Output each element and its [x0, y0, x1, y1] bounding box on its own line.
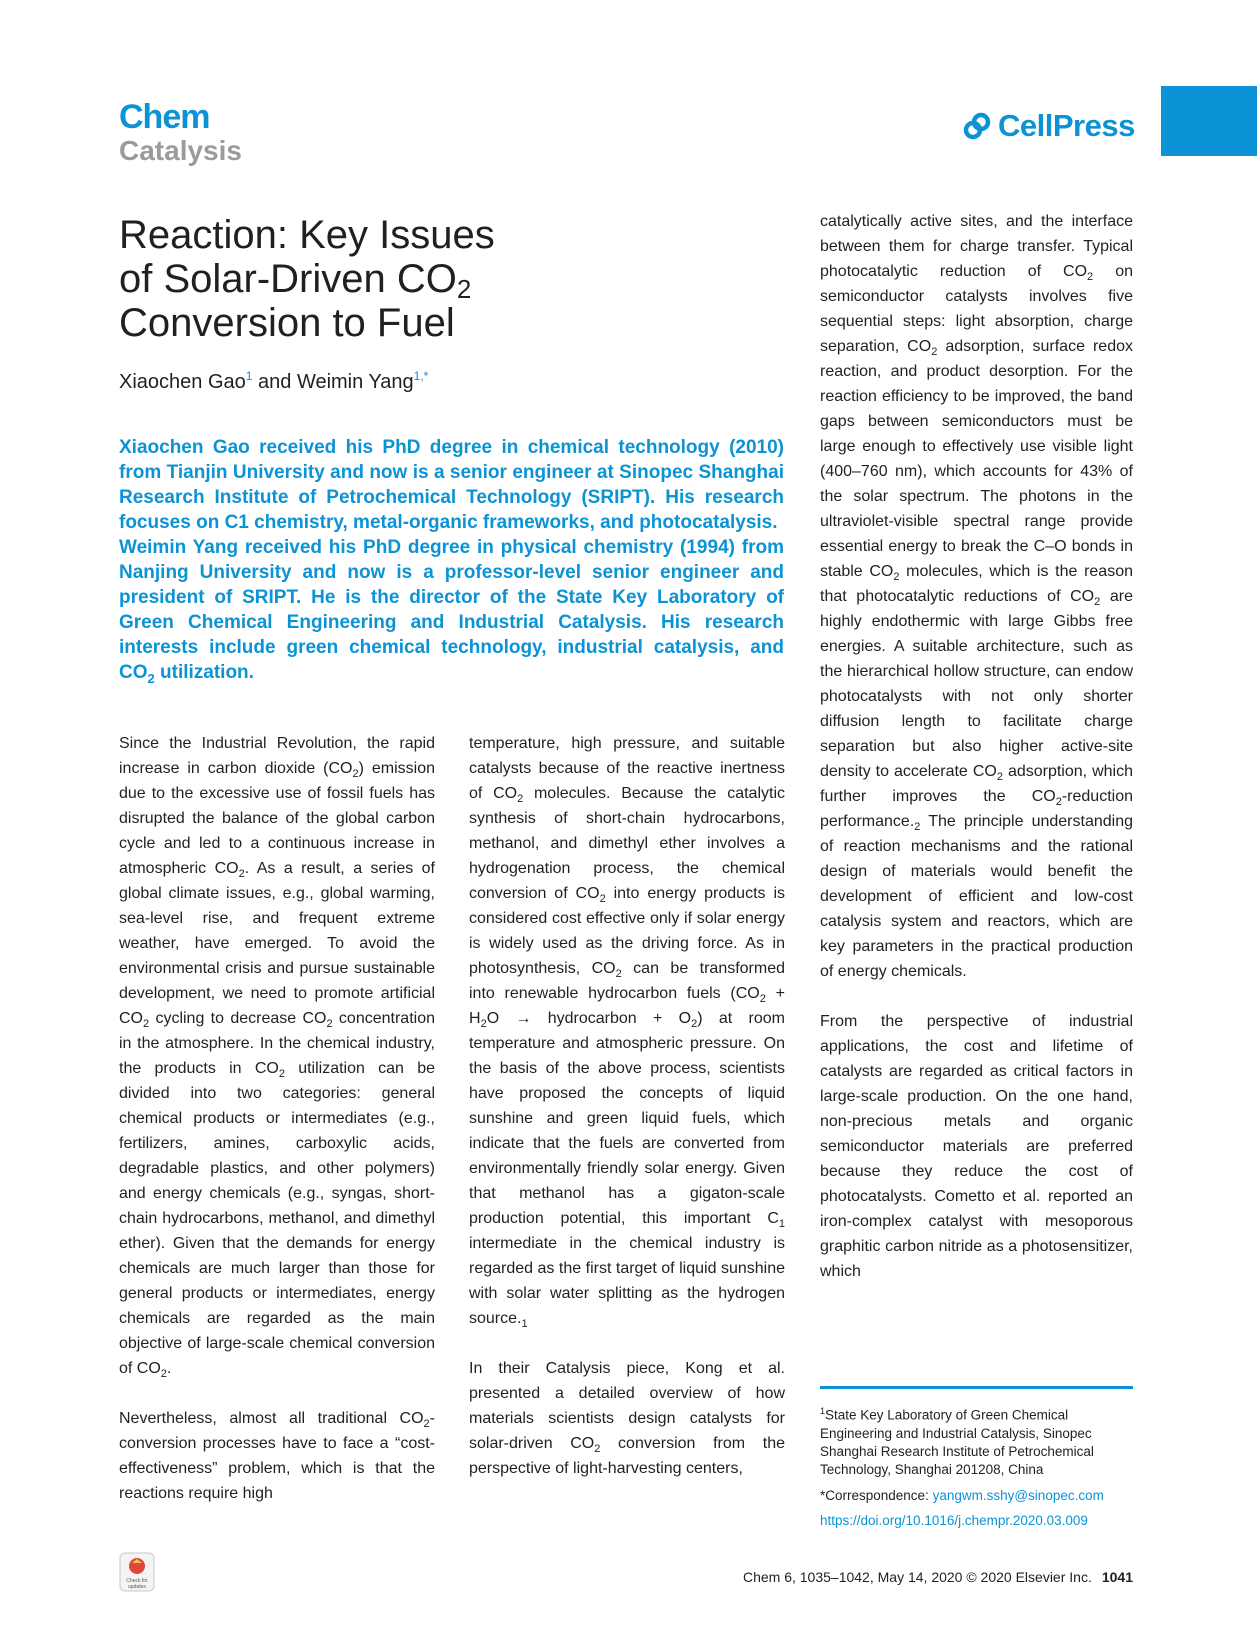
footnotes	[820, 1402, 1133, 1530]
cellpress-icon	[962, 111, 992, 141]
author-list: Xiaochen Gao$^1$ and Weimin Yang$^{1,*}$	[119, 369, 429, 393]
author-name: Xiaochen Gao	[119, 371, 246, 393]
journal-name: Chem	[119, 98, 210, 136]
page-number: 1041	[1101, 1569, 1133, 1585]
publisher-logo[interactable]	[962, 106, 1135, 146]
correspondence-note: *Correspondence: yangwm.sshy@sinopec.com	[820, 1487, 1104, 1503]
affiliation-note: $^1$State Key Laboratory of Green Chemical Engineering and Industrial Catalysis, Sinopec Shanghai Research Institute of Petrochemical Technology, Shanghai 201208, China	[820, 1406, 1094, 1477]
svg-text:updates: updates	[128, 1584, 146, 1590]
citation: Chem 6, 1035–1042, May 14, 2020 © 2020 Elsevier Inc.	[742, 1569, 1092, 1585]
article-title	[119, 213, 639, 345]
page-footer	[600, 1569, 1133, 1585]
title-line-2: of Solar-Driven $CO_2$	[119, 257, 472, 304]
section-color-tab	[1161, 86, 1257, 156]
paragraph: Since the Industrial Revolution, the rapid increase in carbon dioxide $(CO_2)$ emission due to the excessive use of fossil fuels has disrupted the balance of the global carbon cycle and led to a continuous increase in atmospheric $CO_2$. As a result, a series of global climate issues, e.g., global warming, sea-level rise, and frequent extreme weather, have emerged. To avoid the environmental crisis and pursue sustainable development, we need to promote artificial $CO_2$ cycling to decrease $CO_2$ concentration in the atmosphere. In the chemical industry, the products in $CO_2$ utilization can be divided into two categories: general chemical products or intermediates (e.g., fertilizers, amines, carboxylic acids, degradable plastics, and other polymers) and energy chemicals (e.g., syngas, short-chain hydrocarbons, methanol, and dimethyl ether). Given that the demands for energy chemicals are much larger than those for general products or intermediates, energy chemicals are regarded as the main objective of large-scale chemical conversion of $CO_2$.	[119, 735, 436, 1381]
svg-text:Check for: Check for	[126, 1578, 148, 1584]
paragraph: temperature, high pressure, and suitable catalysts because of the reactive inertness of $CO_2$ molecules. Because the catalytic synthesis of short-chain hydrocarbons, methanol, and dimethyl ether involves a hydrogenation process, the chemical conversion of $CO_2$ into energy products is considered cost effective only if solar energy is widely used as the driving force. As in photosynthesis, $CO_2$ can be transformed into renewable hydrocarbon fuels ($CO_2 + H_2O$ → hydrocarbon + $O_2$) at room temperature and atmospheric pressure. On the basis of the above process, scientists have proposed the concepts of liquid sunshine and green liquid fuels, which indicate that the fuels are converted from environmentally friendly solar energy. Given that methanol has a gigaton-scale production potential, this important $C_1$ intermediate in the chemical industry is regarded as the first target of liquid sunshine with solar water splitting as the hydrogen $source._1$	[469, 735, 786, 1331]
paragraph: In their Catalysis piece, Kong et al. presented a detailed overview of how materials scientists design catalysts for solar-driven $CO_2$ conversion from the perspective of light-harvesting centers,	[469, 1360, 786, 1477]
affiliation-link[interactable]: 1,*	[413, 369, 429, 383]
body-column-3	[820, 209, 1133, 1309]
author-bio: Xiaochen Gao received his PhD degree in chemical technology (2010) from Tianjin University and now is a senior engineer at Sinopec Shanghai Research Institute of Petrochemical Technology (SRIPT). His research focuses on C1 chemistry, metal-organic frameworks, and photocatalysis.	[119, 437, 784, 533]
paragraph: catalytically active sites, and the interface between them for charge transfer. Typical photocatalytic reduction of $CO_2$ on semiconductor catalysts involves five sequential steps: light absorption, charge separation, $CO_2$ adsorption, surface redox reaction, and product desorption. For the reaction efficiency to be improved, the band gaps between semiconductors must be large enough to effectively use visible light (400–760 nm), which accounts for 43% of the solar spectrum. The photons in the ultraviolet-visible spectral range provide essential energy to break the C–O bonds in stable $CO_2$ molecules, which is the reason that photocatalytic reductions of $CO_2$ are highly endothermic with large Gibbs free energies. A suitable architecture, such as the hierarchical hollow structure, can endow photocatalysts with not only shorter diffusion length to facilitate charge separation but also higher active-site density to accelerate $CO_2$ adsorption, which further improves the $CO_2$-reduction $performance._2$ The principle understanding of reaction mechanisms and the rational design of materials would benefit the development of efficient and low-cost catalysis system and reactors, which are key parameters in the practical production of energy chemicals.	[820, 213, 1134, 980]
journal-logo[interactable]	[119, 100, 242, 168]
body-column-2	[469, 731, 785, 1506]
author-biographies	[119, 435, 784, 685]
body-column-1	[119, 731, 435, 1531]
doi-link[interactable]: https://doi.org/10.1016/j.chempr.2020.03.009	[820, 1512, 1088, 1528]
publisher-name: CellPress	[998, 108, 1135, 143]
title-line-3: Conversion to Fuel	[119, 301, 455, 345]
paragraph: Nevertheless, almost all traditional $CO_2$-conversion processes have to face a “cost-effectiveness” problem, which is that the reactions require high	[119, 1410, 435, 1502]
author-name: Weimin Yang	[296, 371, 414, 393]
journal-section: Catalysis	[119, 135, 242, 166]
footnote-divider	[820, 1386, 1133, 1389]
check-for-updates-badge[interactable]	[119, 1552, 155, 1592]
paragraph: From the perspective of industrial applications, the cost and lifetime of catalysts are regarded as critical factors in large-scale production. On the one hand, non-precious metals and organic semiconductor materials are preferred because they reduce the cost of photocatalysts. Cometto et al. reported an iron-complex catalyst with mesoporous graphitic carbon nitride as a photosensitizer, which	[820, 1013, 1133, 1280]
author-bio: Weimin Yang received his PhD degree in physical chemistry (1994) from Nanjing University and now is a professor-level senior engineer and president of SRIPT. He is the director of the State Key Laboratory of Green Chemical Engineering and Industrial Catalysis. His research interests include green chemical technology, industrial catalysis, and $CO_2$ utilization.	[119, 537, 784, 686]
affiliation-link[interactable]: 1	[245, 369, 253, 383]
title-line-1: Reaction: Key Issues	[119, 213, 495, 257]
email-link[interactable]: yangwm.sshy@sinopec.com	[932, 1487, 1104, 1503]
